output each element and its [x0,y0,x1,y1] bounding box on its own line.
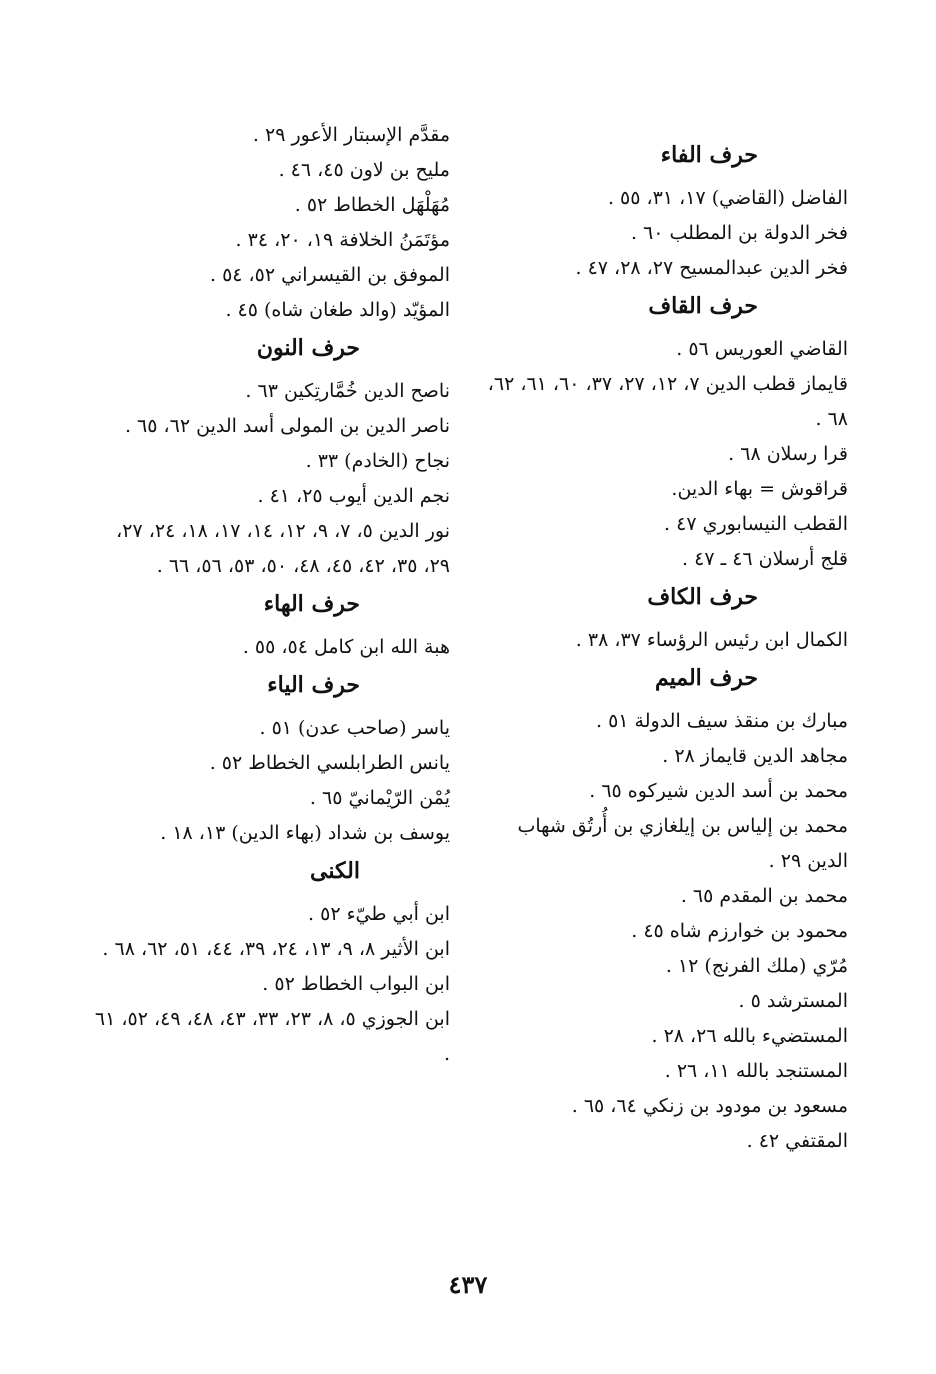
index-entry: هبة الله ابن كامل ٥٤، ٥٥ . [242,636,450,658]
index-entry: المقتفي ٤٢ . [746,1130,848,1152]
section-title: حرف الياء [267,672,360,698]
section-kaf [478,581,848,658]
left-column [85,118,450,1072]
section-title: حرف القاف [648,293,758,319]
index-entry: الكمال ابن رئيس الرؤساء ٣٧، ٣٨ . [575,629,848,651]
index-entry: يُمْن الرّيْمانيّ ٦٥ . [309,787,450,809]
index-entry: مقدَّم الإسبتار الأعور ٢٩ . [252,124,450,146]
section-fa [478,139,848,286]
section-title: حرف الفاء [660,142,758,168]
section-ha [85,588,450,665]
index-entry: قرا رسلان ٦٨ . [728,443,848,465]
index-entry: ناصح الدين خُمَّارتِكين ٦٣ . [245,380,450,402]
section-title: حرف الهاء [263,591,360,617]
index-entry: القطب النيسابوري ٤٧ . [664,513,848,535]
index-entry: نجاح (الخادم) ٣٣ . [305,450,450,472]
section-kuna [85,855,450,1072]
index-entry: المؤيّد (والد طغان شاه) ٤٥ . [225,299,450,321]
right-column [478,135,848,1159]
index-entry: مؤتَمَنُ الخلافة ١٩، ٢٠، ٣٤ . [235,229,450,251]
index-entry: يوسف بن شداد (بهاء الدين) ١٣، ١٨ . [160,822,450,844]
index-entry: مُرّي (ملك الفرنج) ١٢ . [665,955,848,977]
index-entry: ابن الجوزي ٥، ٨، ٢٣، ٣٣، ٤٣، ٤٨، ٤٩، ٥٢، ٦١ . [94,1008,450,1065]
index-entry: المستنجد بالله ١١، ٢٦ . [664,1060,848,1082]
section-qaf [478,290,848,577]
index-entry: مسعود بن مودود بن زنكي ٦٤، ٦٥ . [571,1095,848,1117]
index-entry: الموفق بن القيسراني ٥٢، ٥٤ . [209,264,450,286]
index-entry: فخر الدين عبدالمسيح ٢٧، ٢٨، ٤٧ . [575,257,848,279]
index-entry: محمد بن أسد الدين شيركوه ٦٥ . [589,780,848,802]
index-entry: يانس الطرابلسي الخطاط ٥٢ . [209,752,450,774]
index-entry: محمد بن المقدم ٦٥ . [680,885,848,907]
continued-mim-entries [85,118,450,328]
index-entry: المسترشد ٥ . [738,990,848,1012]
index-entry: ابن البواب الخطاط ٥٢ . [262,973,450,995]
section-nun [85,332,450,584]
index-entry: قلج أرسلان ٤٦ ـ ٤٧ . [682,548,848,570]
section-title: حرف الكاف [647,584,758,610]
index-entry: مليح بن لاون ٤٥، ٤٦ . [278,159,450,181]
index-entry: محمد بن إلياس بن إيلغازي بن أُرتُق شهاب الدين ٢٩ . [517,815,848,872]
section-title: حرف النون [256,335,360,361]
index-entry: ناصر الدين بن المولى أسد الدين ٦٢، ٦٥ . [124,415,450,437]
index-entry: محمود بن خوارزم شاه ٤٥ . [631,920,848,942]
section-ya [85,669,450,851]
index-entry: نجم الدين أيوب ٢٥، ٤١ . [257,485,450,507]
index-entry: مُهَلْهَل الخطاط ٥٢ . [294,194,450,216]
index-entry: المستضيء بالله ٢٦، ٢٨ . [651,1025,848,1047]
index-entry: ابن الأثير ٨، ٩، ١٣، ٢٤، ٣٩، ٤٤، ٥١، ٦٢، ٦٨ . [102,938,450,960]
page-number: ٤٣٧ [448,1270,488,1299]
index-entry: القاضي العوريس ٥٦ . [676,338,848,360]
index-entry: ياسر (صاحب عدن) ٥١ . [259,717,450,739]
index-entry: فخر الدولة بن المطلب ٦٠ . [630,222,848,244]
index-entry: قراقوش = بهاء الدين. [671,478,848,500]
section-mim [478,662,848,1159]
index-entry: مجاهد الدين قايماز ٢٨ . [662,745,848,767]
section-title: الكنى [310,858,360,884]
index-entry: ابن أبي طيّء ٥٢ . [308,903,450,925]
index-entry: قايماز قطب الدين ٧، ١٢، ٢٧، ٣٧، ٦٠، ٦١، ٦٢، ٦٨ . [487,373,848,430]
index-entry: مبارك بن منقذ سيف الدولة ٥١ . [595,710,848,732]
index-entry: نور الدين ٥، ٧، ٩، ١٢، ١٤، ١٧، ١٨، ٢٤، ٢٧، ٢٩، ٣٥، ٤٢، ٤٥، ٤٨، ٥٠، ٥٣، ٥٦، ٦٦ . [116,520,450,577]
section-title: حرف الميم [654,665,758,691]
index-entry: الفاضل (القاضي) ١٧، ٣١، ٥٥ . [607,187,848,209]
